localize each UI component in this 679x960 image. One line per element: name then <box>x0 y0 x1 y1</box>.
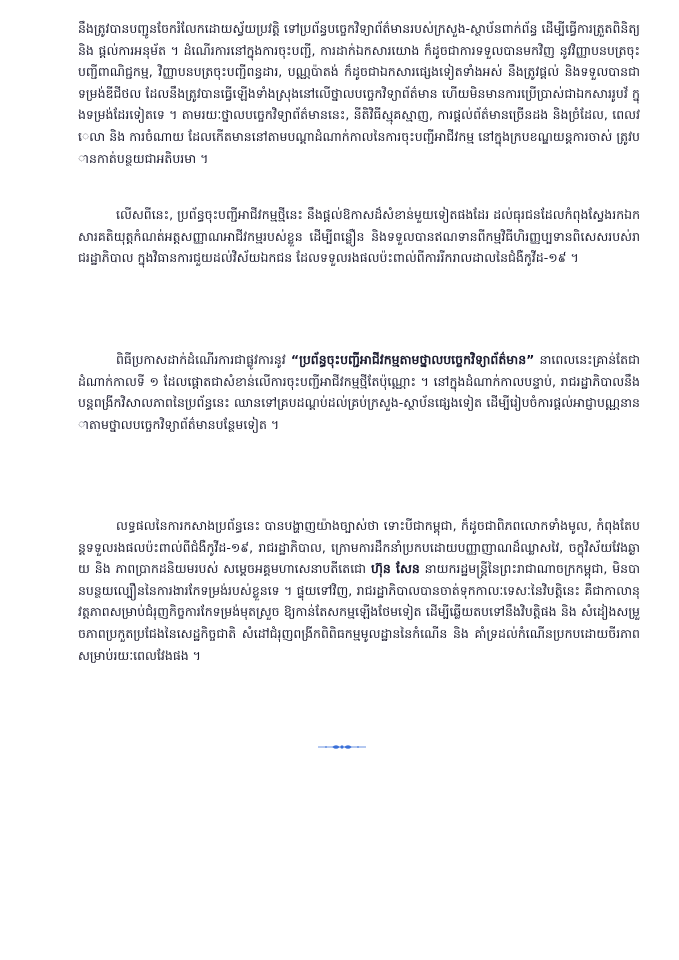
paragraph-3-lead: ពិធីប្រកាសដាក់ដំណើរការជាផ្លូវការនូវ <box>116 352 286 367</box>
decorative-divider-icon <box>318 743 366 751</box>
prime-minister-name-emphasis: ហ៊ុន សែន <box>370 561 420 577</box>
paragraph-1 <box>78 18 640 169</box>
paragraph-1-text: នឹងត្រូវបានបញ្ជូនចែករំលែកដោយស្វ័យប្រវត្តិ ទៅប្រព័ន្ធបច្ចេកវិទ្យាព័ត៌មានរបស់ក្រសួង-ស្ថាប័នពាក់ព័ន្ធ ដើម្បីធ្វើការត្រួតពិនិត្យ និង ផ្តល់ការអនុម័ត ។ ដំណើរការនៅក្នុងការចុះបញ្ជី, ការដាក់ឯកសារយោង ក៏ដូចជាការទទួលបានមកវិញ នូវវិញ្ញាបនបត្រចុះបញ្ជីពាណិជ្ជកម្ម, វិញ្ញាបនបត្រចុះបញ្ជីពន្ធដារ, បណ្ណប៉ាតង់ ក៏ដូចជាឯកសារផ្សេងទៀតទាំងអស់ នឹងត្រូវផ្តល់ និងទទួលបានជាទម្រង់ឌីជីថល ដែលនឹងត្រូវបានធ្វើឡើងទាំងស្រុងនៅលើថ្នាលបច្ចេកវិទ្យាព័ត៌មាន ហើយមិនមានការប្រើប្រាស់ជាឯកសាររូបវ័ ក្នុងទម្រង់ដែរទៀតទេ ។ តាមរយៈថ្នាលបច្ចេកវិទ្យាព័ត៌មាននេះ, នីតិវិធីស្មុគស្មាញ, ការផ្តល់ព័ត៌មានច្រើនដង និងច្រំដែល, ពេលវេលា និង ការចំណាយ ដែលកើតមាននៅតាមបណ្តាដំណាក់កាលនៃការចុះបញ្ជីអាជីវកម្ម នៅក្នុងក្របខណ្ឌយន្តការចាស់ ត្រូវបានកាត់បន្ថយជាអតិបរមា ។ <box>78 21 640 166</box>
paragraph-2-text: លើសពីនេះ, ប្រព័ន្ធចុះបញ្ជីអាជីវកម្មថ្មីនេះ នឹងផ្តល់ឱកាសដ៏សំខាន់មួយទៀតផងដែរ ដល់ធុរជនដែលកំពុងស្វែងរកឯកសារគតិយុត្តកំណត់អត្តសញ្ញាណអាជីវកម្មរបស់ខ្លួន ដើម្បីពន្លឿន និងទទួលបានឥណទានពីកម្មវិធីហិរញ្ញប្បទានពិសេសរបស់រាជរដ្ឋាភិបាល ក្នុងវិធានការជួយដល់វិស័យឯកជន ដែលទទួលរងផលប៉ះពាល់ពីការរីករាលដាលនៃជំងឺកូវីដ-១៩ ។ <box>78 207 640 266</box>
paragraph-2 <box>78 204 640 269</box>
paragraph-3 <box>78 349 640 435</box>
system-name-emphasis: “ប្រព័ន្ធចុះបញ្ជីអាជីវកម្មតាមថ្នាលបច្ចេកវិទ្យាព័ត៌មាន” <box>290 352 535 367</box>
paragraph-4-lead: លទ្ធផលនៃការកសាងប្រព័ន្ធនេះ បានបង្ហាញយ៉ាងច្បាស់ថា ទោះបីជាកម្ពុជា, ក៏ដូចជាពិភពលោកទាំងមូល, កំពុងតែបន្តទទួលរងផលប៉ះពាល់ពីជំងឺកូវីដ-១៩, រាជរដ្ឋាភិបាល, ក្រោមការដឹកនាំប្រកបដោយបញ្ញាញាណដ៏ឈ្លាសវៃ, ចក្ខុវិស័យវែងឆ្ងាយ និង ភាពប្រាកដនិយមរបស់ សម្តេចអគ្គមហាសេនាបតីតេជោ <box>78 518 640 577</box>
paragraph-3-rest: នាពេលនេះគ្រាន់តែជាដំណាក់កាលទី ១ ដែលផ្តោតជាសំខាន់លើការចុះបញ្ជីអាជីវកម្មថ្មីតែប៉ុណ្ណោះ ។ នៅក្នុងដំណាក់កាលបន្ទាប់, រាជរដ្ឋាភិបាលនឹងបន្តពង្រីកវិសាលភាពនៃប្រព័ន្ធនេះ ឈានទៅគ្របដណ្តប់ដល់គ្រប់ក្រសួង-ស្ថាប័នផ្សេងទៀត ដើម្បីរៀបចំការផ្តល់អាជ្ញាបណ្ណនានាតាមថ្នាលបច្ចេកវិទ្យាព័ត៌មានបន្ថែមទៀត ។ <box>78 352 640 432</box>
paragraph-4 <box>78 515 640 666</box>
paragraph-4-rest: នាយករដ្ឋមន្ត្រីនៃព្រះរាជាណាចក្រកម្ពុជា, មិនបានបន្ថយល្បឿននៃការងារកែទម្រង់របស់ខ្លួនទេ ។ ផ្ទុយទៅវិញ, រាជរដ្ឋាភិបាលបានចាត់ទុកកាលៈទេសៈនៃវិបត្តិនេះ គឺជាកាលានុវត្តភាពសម្រាប់ជំរុញកិច្ចការកែទម្រង់មុតស្រួច ឱ្យកាន់តែសកម្មឡើងថែមទៀត ដើម្បីឆ្លើយតបទៅនឹងវិបត្តិផង និង សំដៀងសម្រួចភាពប្រកួតប្រជែងនៃសេដ្ឋកិច្ចជាតិ សំដៅជំរុញពង្រីកពិពិធកម្មមូលដ្ឋាននៃកំណើន និង គាំទ្រដល់កំណើនប្រកបដោយចីរភាពសម្រាប់រយៈពេលវែងផង ។ <box>78 561 640 663</box>
